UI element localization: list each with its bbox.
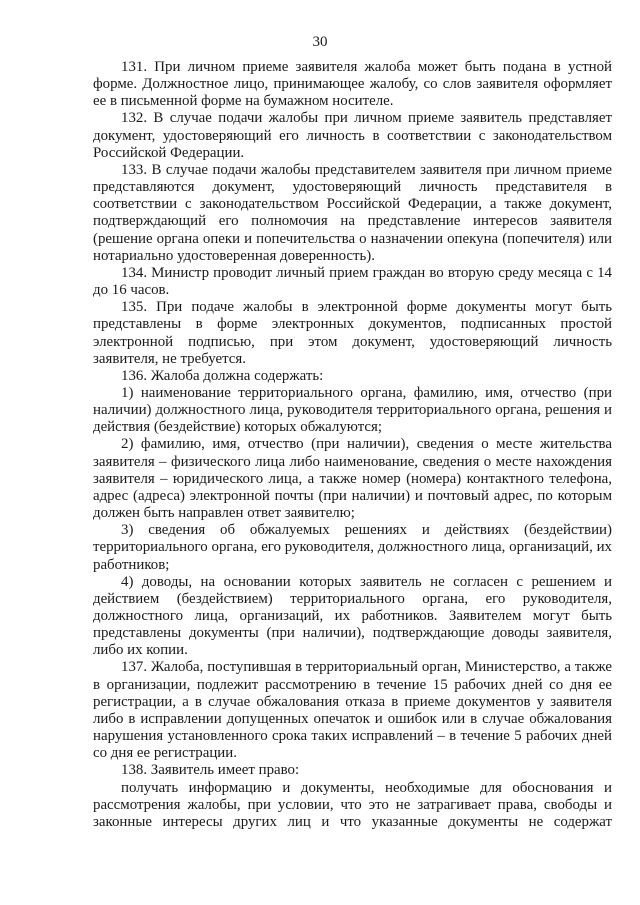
paragraph-137: 137. Жалоба, поступившая в территориальный орган, Министерство, а также в организации, подлежит рассмотрению в течение 15 рабочих дней со дня ее регистрации, а в случае обжалования отказа в приеме документов у заявителя либо в исправлении допущенных опечаток и ошибок или в случае обжалования нарушения установленного срока таких исправлений – в течение 5 рабочих дней со дня ее регистрации. xyxy=(93,659,612,762)
paragraph-136: 136. Жалоба должна содержать: xyxy=(121,367,324,384)
paragraph-138: 138. Заявитель имеет право: xyxy=(121,762,300,779)
list-item-136-3: 3) сведения об обжалуемых решениях и действиях (бездействии) территориального органа, его руководителя, должностного лица, организаций, их работников; xyxy=(93,522,612,573)
list-item-136-4: 4) доводы, на основании которых заявитель не согласен с решением и действием (бездействием) территориального органа, его руководителя, должностного лица, организаций, их работников. Заявителем могут быть представлены документы (при наличии), подтверждающие доводы заявителя, либо их копии. xyxy=(93,573,612,659)
paragraph-135: 135. При подаче жалобы в электронной форме документы могут быть представлены в форме электронных документов, подписанных простой электронной подписью, при этом документ, удостоверяющий личность заявителя, не требуется. xyxy=(93,299,612,367)
list-item-136-2: 2) фамилию, имя, отчество (при наличии), сведения о месте жительства заявителя – физического лица либо наименование, сведения о месте нахождения заявителя – юридического лица, а также номер (номера) контактного телефона, адрес (адреса) электронной почты (при наличии) и почтовый адрес, по которым должен быть направлен ответ заявителю; xyxy=(93,436,612,522)
paragraph-133: 133. В случае подачи жалобы представителем заявителя при личном приеме представляются документ, удостоверяющий личность представителя в соответствии с законодательством Российской Федерации, а также документ, подтверждающий его полномочия на представление интересов заявителя (решение органа опеки и попечительства о назначении опекуна (попечителя) или нотариально удостоверенная доверенность). xyxy=(93,161,612,264)
document-body xyxy=(93,59,612,831)
paragraph-131: 131. При личном приеме заявителя жалоба может быть подана в устной форме. Должностное лицо, принимающее жалобу, со слов заявителя оформляет ее в письменной форме на бумажном носителе. xyxy=(93,59,612,110)
page-number: 30 xyxy=(312,34,328,50)
paragraph-132: 132. В случае подачи жалобы при личном приеме заявитель представляет документ, удостоверяющий его личность в соответствии с законодательством Российской Федерации. xyxy=(93,110,612,161)
paragraph-134: 134. Министр проводит личный прием граждан во вторую среду месяца с 14 до 16 часов. xyxy=(93,264,612,299)
paragraph-138-right: получать информацию и документы, необходимые для обоснования и рассмотрения жалобы, при условии, что это не затрагивает права, свободы и законные интересы других лиц и что указанные документы не содержат xyxy=(93,779,612,830)
list-item-136-1: 1) наименование территориального органа, фамилию, имя, отчество (при наличии) должностного лица, руководителя территориального органа, решения и действия (бездействие) которых обжалуются; xyxy=(93,384,612,436)
